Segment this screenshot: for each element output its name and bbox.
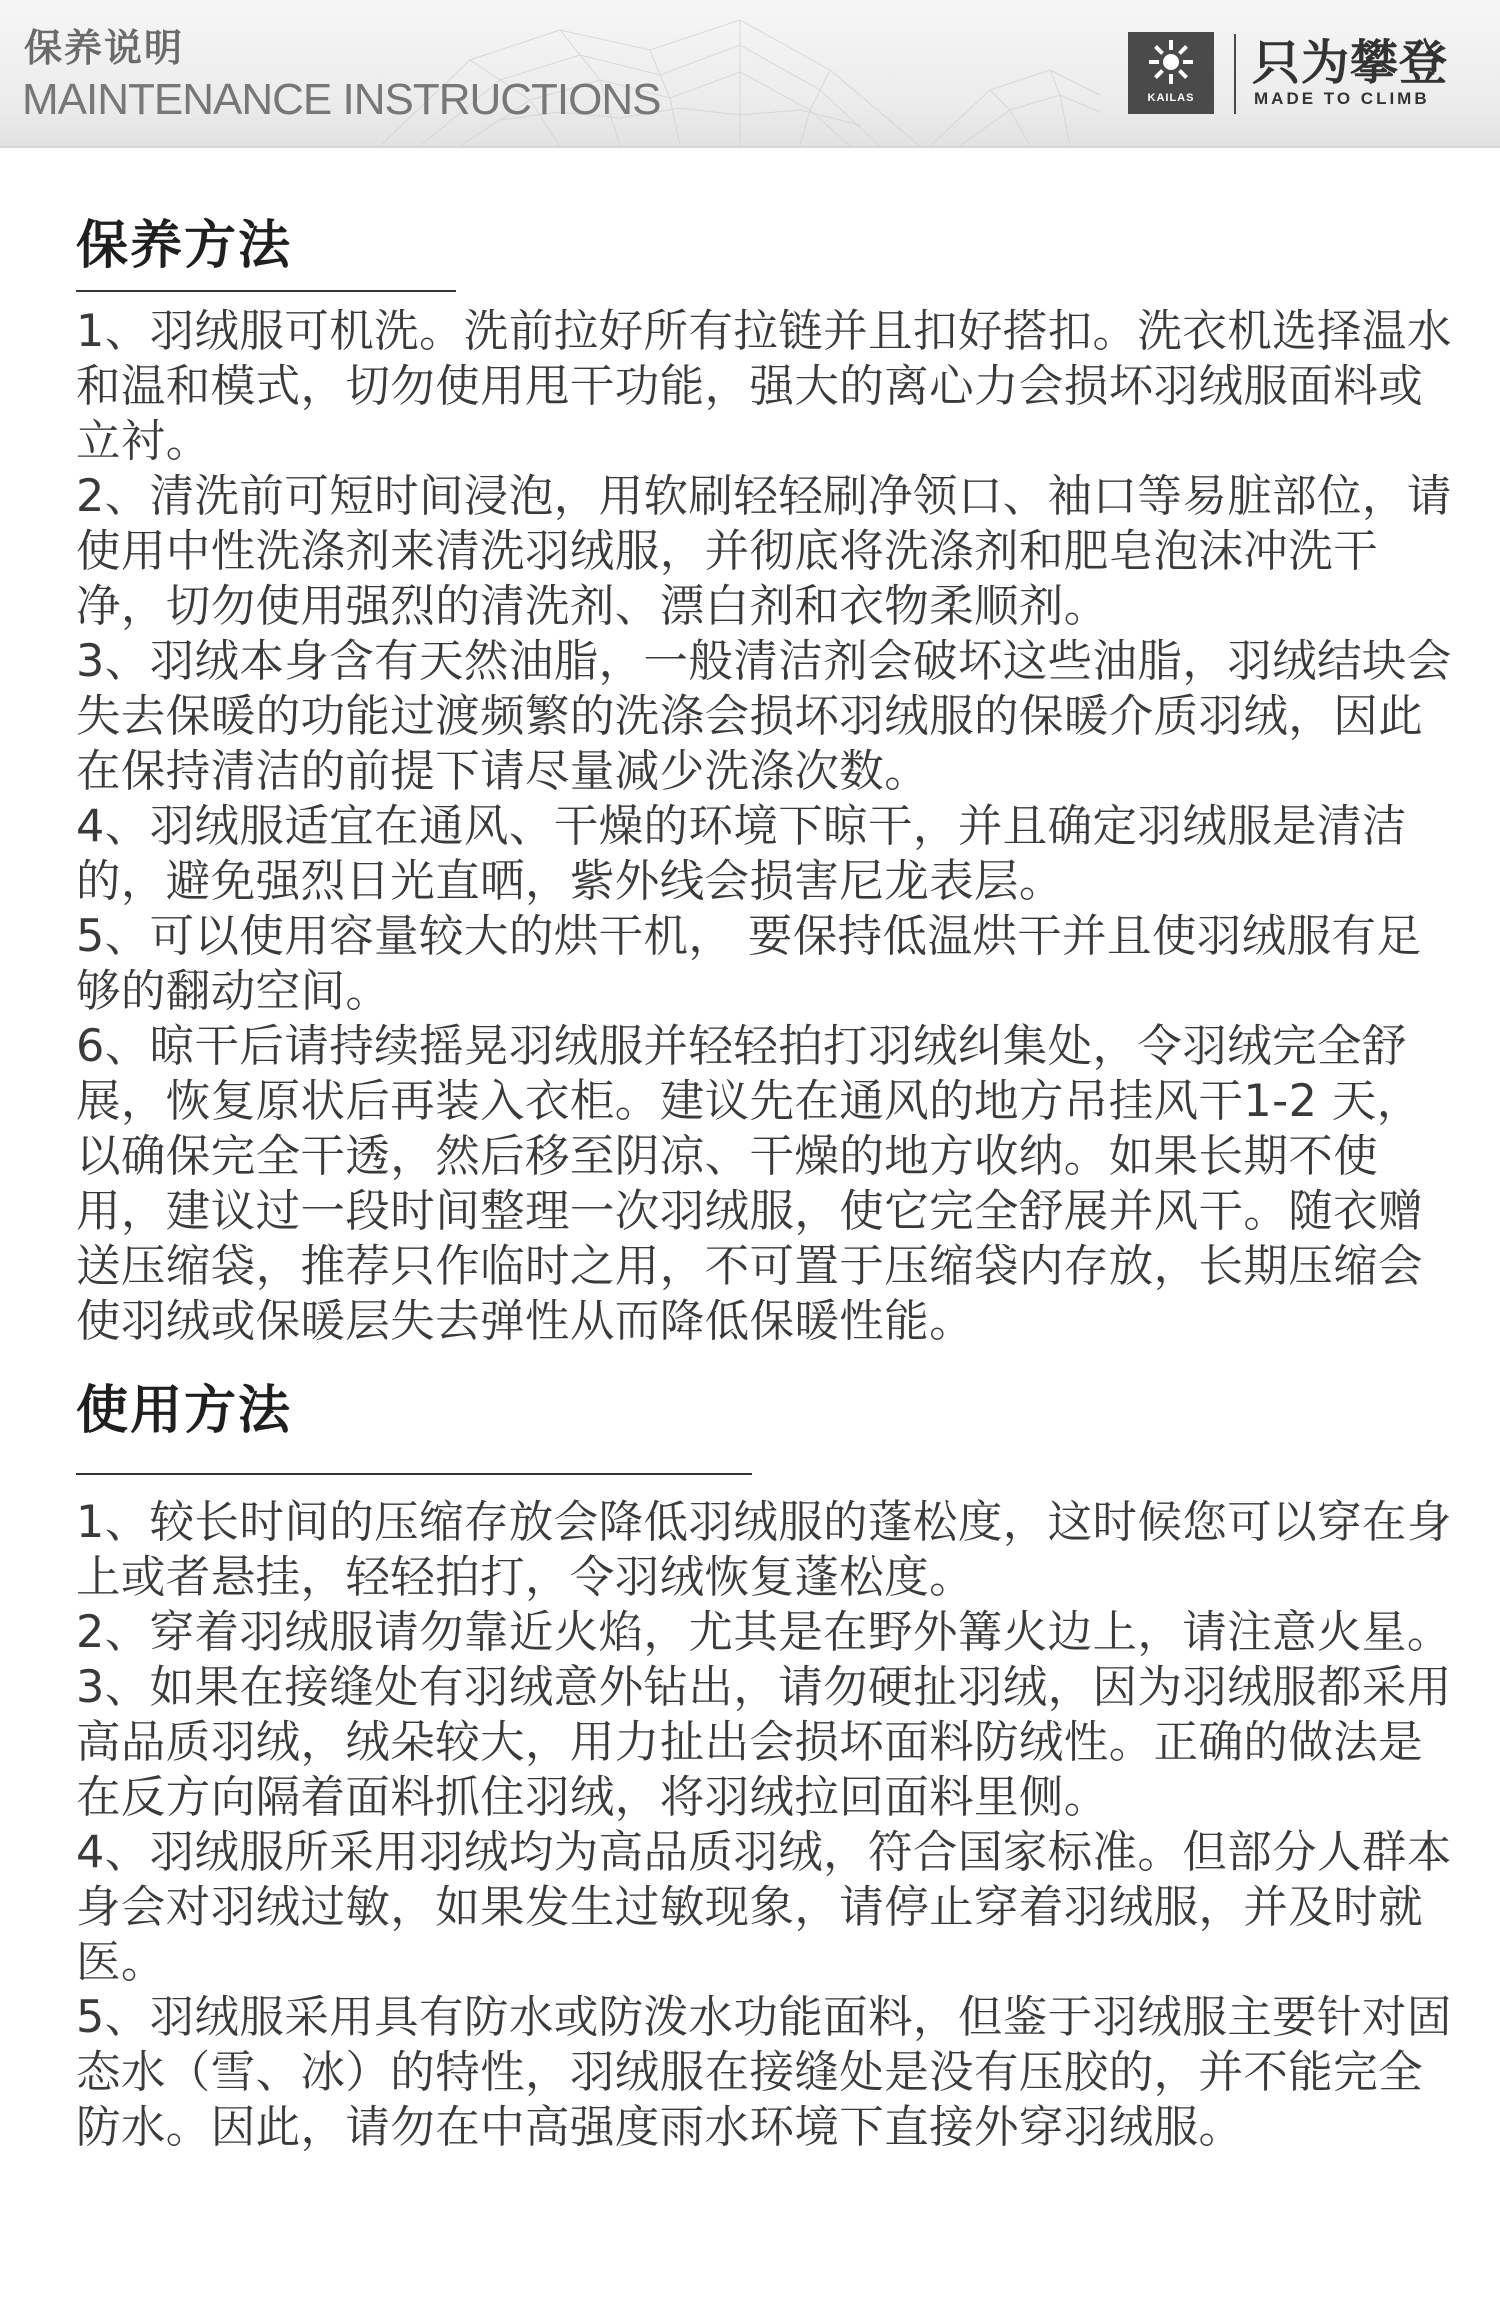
section-underline xyxy=(76,290,456,292)
section-title: 使用方法 xyxy=(76,1381,293,1441)
instruction-item: 3、如果在接缝处有羽绒意外钻出，请勿硬扯羽绒，因为羽绒服都采用高品质羽绒，绒朵较大，用力扯出会损坏面料防绒性。正确的做法是在反方向隔着面料抓住羽绒，将羽绒拉回面料里侧。 xyxy=(76,1662,1452,1823)
slogan-en: MADE TO CLIMB xyxy=(1254,89,1430,108)
header-banner xyxy=(0,0,1500,148)
header-title-cn: 保养说明 xyxy=(24,26,185,70)
instruction-list xyxy=(76,304,1456,1349)
instruction-item: 6、晾干后请持续摇晃羽绒服并轻轻拍打羽绒纠集处，令羽绒完全舒展，恢复原状后再装入衣柜。建议先在通风的地方吊挂风干1-2 天，以确保完全干透，然后移至阴凉、干燥的地方收纳。如果长期不使用，建议过一段时间整理一次羽绒服，使它完全舒展并风干。随衣赠送压缩袋，推荐只作临时之用，不可置于压缩袋内存放，长期压缩会使羽绒或保暖层失去弹性从而降低保暖性能。 xyxy=(76,1021,1424,1347)
kailas-logo xyxy=(1128,32,1214,114)
instruction-item: 1、羽绒服可机洗。洗前拉好所有拉链并且扣好搭扣。洗衣机选择温水和温和模式，切勿使用甩干功能，强大的离心力会损坏羽绒服面料或立衬。 xyxy=(76,306,1452,467)
logo-divider xyxy=(1234,34,1236,114)
section-usage-method xyxy=(76,1375,1456,2155)
section-maintenance-method xyxy=(76,210,1456,1349)
instruction-item: 5、羽绒服采用具有防水或防泼水功能面料，但鉴于羽绒服主要针对固态水（雪、冰）的特性，羽绒服在接缝处是没有压胶的，并不能完全防水。因此，请勿在中高强度雨水环境下直接外穿羽绒服。 xyxy=(76,1992,1452,2153)
instruction-item: 4、羽绒服适宜在通风、干燥的环境下晾干，并且确定羽绒服是清洁的，避免强烈日光直晒，紫外线会损害尼龙表层。 xyxy=(76,801,1407,907)
instruction-item: 2、穿着羽绒服请勿靠近火焰，尤其是在野外篝火边上，请注意火星。 xyxy=(76,1607,1452,1658)
instruction-item: 4、羽绒服所采用羽绒均为高品质羽绒，符合国家标准。但部分人群本身会对羽绒过敏，如果发生过敏现象，请停止穿着羽绒服，并及时就医。 xyxy=(76,1827,1452,1988)
logo-text: KAILAS xyxy=(1147,92,1195,104)
instruction-item: 1、较长时间的压缩存放会降低羽绒服的蓬松度，这时候您可以穿在身上或者悬挂，轻轻拍打，令羽绒恢复蓬松度。 xyxy=(76,1497,1452,1603)
section-underline xyxy=(76,1473,752,1475)
instruction-list xyxy=(76,1495,1456,2155)
sun-logo-icon xyxy=(1128,32,1214,92)
instruction-item: 3、羽绒本身含有天然油脂，一般清洁剂会破坏这些油脂，羽绒结块会失去保暖的功能过渡频繁的洗涤会损坏羽绒服的保暖介质羽绒，因此在保持清洁的前提下请尽量减少洗涤次数。 xyxy=(76,636,1452,797)
instruction-item: 5、可以使用容量较大的烘干机， 要保持低温烘干并且使羽绒服有足够的翻动空间。 xyxy=(76,911,1422,1017)
header-title-en: MAINTENANCE INSTRUCTIONS xyxy=(22,75,661,124)
slogan-cn: 只为攀登 xyxy=(1252,35,1449,91)
section-title: 保养方法 xyxy=(76,216,293,276)
instruction-item: 2、清洗前可短时间浸泡，用软刷轻轻刷净领口、袖口等易脏部位，请使用中性洗涤剂来清洗羽绒服，并彻底将洗涤剂和肥皂泡沫冲洗干净，切勿使用强烈的清洗剂、漂白剂和衣物柔顺剂。 xyxy=(76,471,1452,632)
